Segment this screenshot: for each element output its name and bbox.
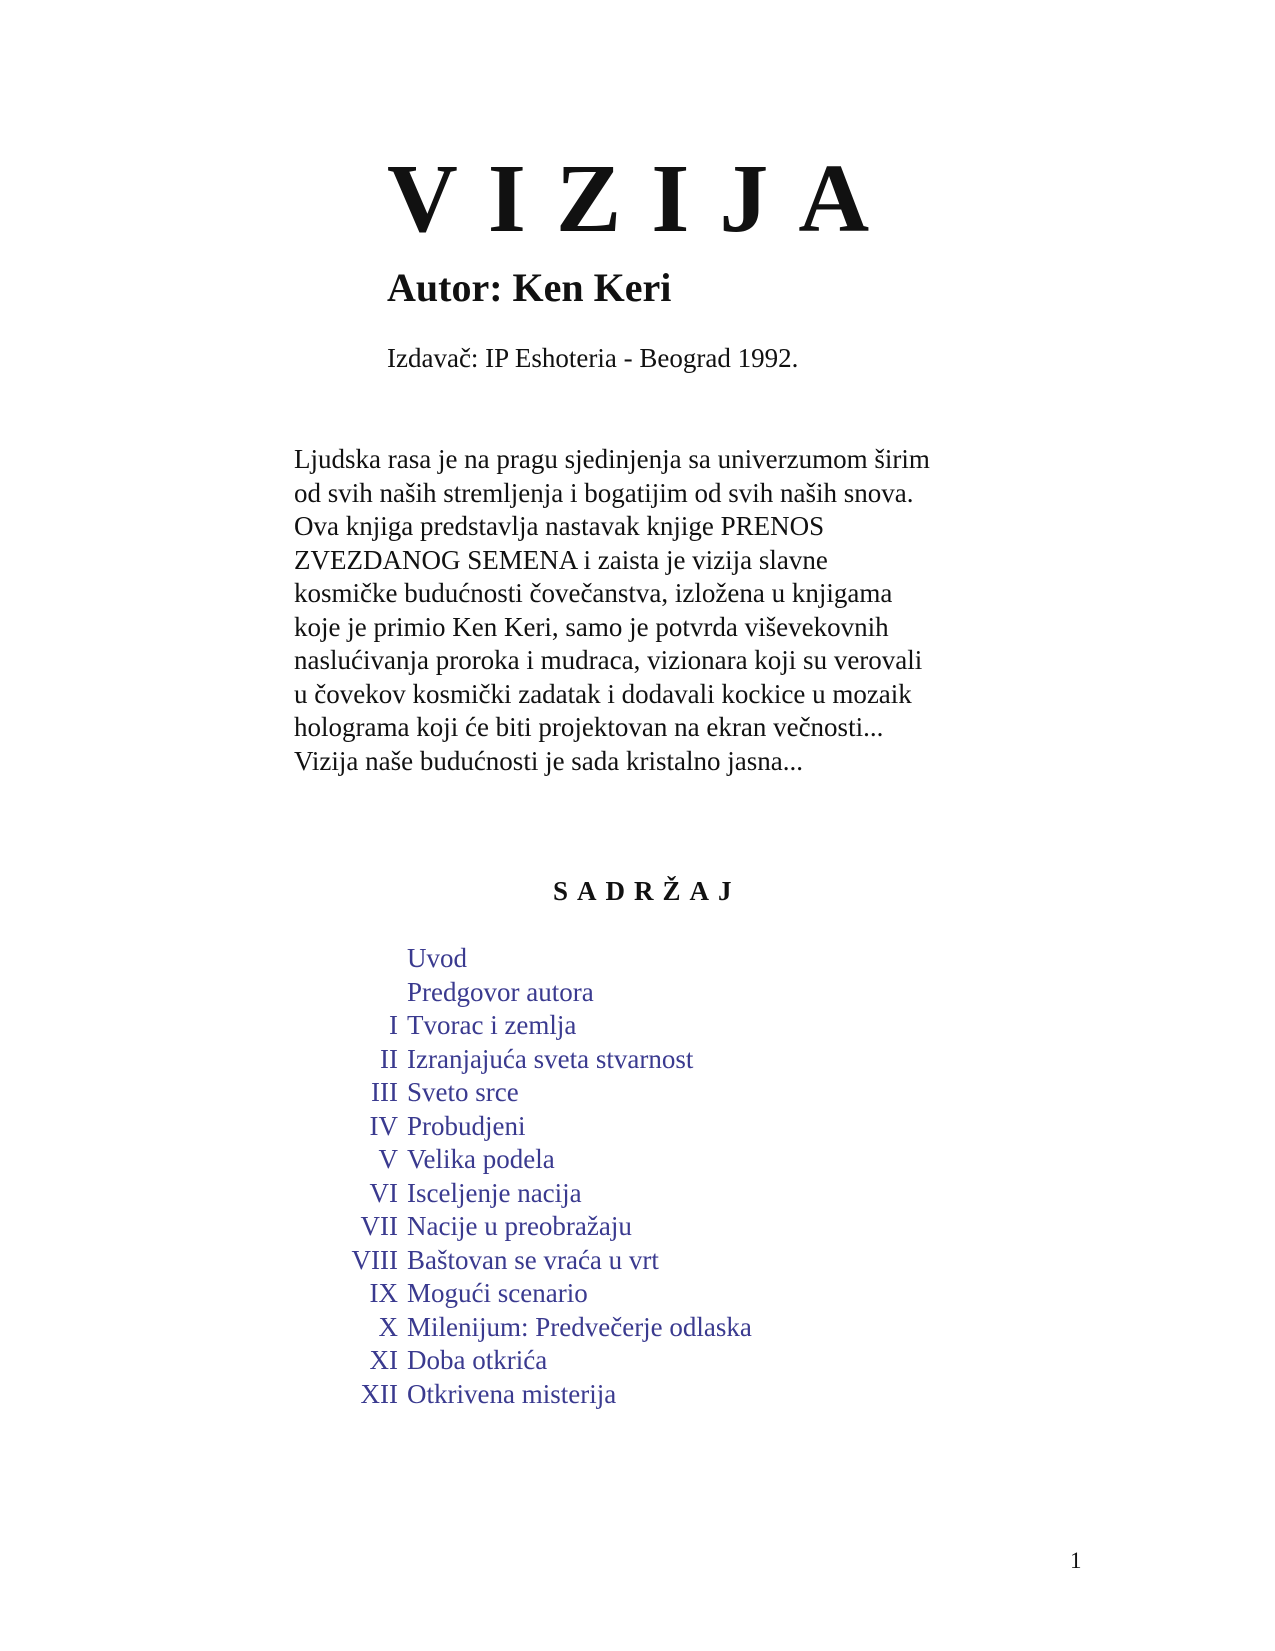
toc-heading: SADRŽAJ <box>553 876 741 906</box>
description-paragraph <box>294 443 930 778</box>
description-line: u čovekov kosmički zadatak i dodavali kockice u mozaik <box>294 678 912 709</box>
toc-link-chapter-6[interactable] <box>300 1177 752 1211</box>
toc-link-chapter-10[interactable] <box>300 1311 752 1345</box>
toc-link-chapter-8[interactable] <box>300 1244 752 1278</box>
toc-link-chapter-3[interactable] <box>300 1076 752 1110</box>
page-number: 1 <box>1070 1548 1082 1573</box>
toc-link-uvod[interactable] <box>300 942 752 976</box>
toc-chapter-number: III <box>371 1077 398 1107</box>
toc-link-chapter-7[interactable] <box>300 1210 752 1244</box>
toc-chapter-title: Uvod <box>407 943 467 973</box>
document-title: VIZIJA <box>387 145 900 253</box>
description-line: Ljudska rasa je na pragu sjedinjenja sa univerzumom širim <box>294 444 930 474</box>
table-of-contents <box>300 942 752 1411</box>
toc-chapter-title: Izranjajuća sveta stvarnost <box>407 1043 694 1074</box>
toc-link-chapter-11[interactable] <box>300 1344 752 1378</box>
toc-link-chapter-2[interactable] <box>300 1043 752 1077</box>
toc-chapter-number: IX <box>369 1278 398 1308</box>
toc-chapter-title: Velika podela <box>407 1144 555 1174</box>
toc-link-predgovor[interactable] <box>300 976 752 1010</box>
toc-chapter-number: XI <box>369 1345 398 1375</box>
toc-chapter-number: VIII <box>351 1244 398 1275</box>
description-line: koje je primio Ken Keri, samo je potvrda viševekovnih <box>294 611 889 642</box>
toc-chapter-number: XII <box>360 1378 398 1409</box>
toc-link-chapter-5[interactable] <box>300 1143 752 1177</box>
toc-chapter-title: Sveto srce <box>407 1077 519 1107</box>
toc-link-chapter-1[interactable] <box>300 1009 752 1043</box>
publisher-line: Izdavač: IP Eshoteria - Beograd 1992. <box>387 343 799 373</box>
toc-chapter-title: Baštovan se vraća u vrt <box>407 1244 659 1275</box>
toc-chapter-number: I <box>389 1010 398 1040</box>
toc-link-chapter-12[interactable] <box>300 1378 752 1412</box>
toc-chapter-title: Doba otkrića <box>407 1345 548 1375</box>
toc-chapter-title: Milenijum: Predvečerje odlaska <box>407 1311 752 1342</box>
toc-chapter-title: Tvorac i zemlja <box>407 1010 577 1040</box>
description-line: naslućivanja proroka i mudraca, vizionara koji su verovali <box>294 645 923 675</box>
toc-chapter-title: Isceljenje nacija <box>407 1177 582 1208</box>
toc-link-chapter-9[interactable] <box>300 1277 752 1311</box>
description-line: kosmičke budućnosti čovečanstva, izložena u knjigama <box>294 578 893 608</box>
description-line: Ova knjiga predstavlja nastavak knjige PRENOS <box>294 511 825 541</box>
toc-chapter-title: Probudjeni <box>407 1110 526 1141</box>
description-line: ZVEZDANOG SEMENA i zaista je vizija slavne <box>294 544 828 575</box>
toc-chapter-number: VII <box>360 1211 398 1241</box>
toc-chapter-title: Nacije u preobražaju <box>407 1211 632 1241</box>
toc-chapter-title: Mogući scenario <box>407 1278 588 1308</box>
description-line: holograma koji će biti projektovan na ekran večnosti... <box>294 712 884 742</box>
toc-chapter-title: Otkrivena misterija <box>407 1378 617 1409</box>
description-line: Vizija naše budućnosti je sada kristalno jasna... <box>294 745 803 776</box>
toc-chapter-number: II <box>380 1043 398 1074</box>
toc-chapter-number: X <box>378 1311 398 1342</box>
toc-chapter-number: IV <box>369 1110 398 1141</box>
author-line: Autor: Ken Keri <box>387 265 672 310</box>
toc-chapter-title: Predgovor autora <box>407 976 594 1007</box>
description-line: od svih naših stremljenja i bogatijim od svih naših snova. <box>294 477 914 508</box>
toc-chapter-number: V <box>378 1144 398 1174</box>
toc-chapter-number: VI <box>369 1177 398 1208</box>
toc-link-chapter-4[interactable] <box>300 1110 752 1144</box>
